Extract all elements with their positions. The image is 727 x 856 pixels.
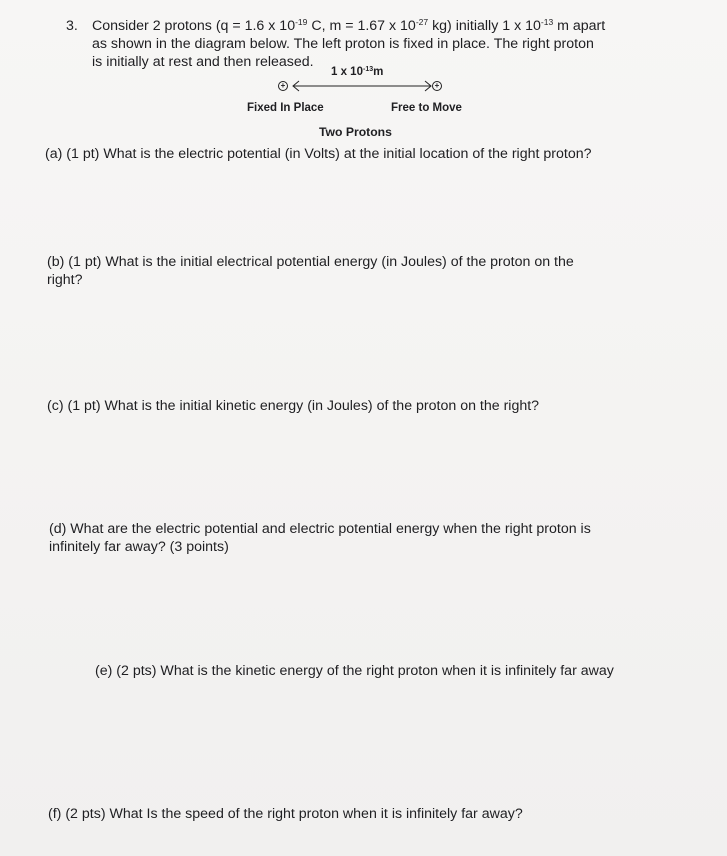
- distance-unit: m: [373, 66, 384, 78]
- problem-intro-line3: is initially at rest and then released.: [92, 54, 314, 70]
- right-proton-label: Free to Move: [391, 102, 462, 114]
- distance-exponent: -13: [540, 17, 554, 27]
- question-d-line1: (d) What are the electric potential and electric potential energy when the right proton is: [49, 521, 591, 537]
- question-d-line2: infinitely far away? (3 points): [49, 539, 229, 555]
- right-proton-icon: +: [432, 81, 442, 91]
- intro-part-c: kg) initially 1 x 10: [428, 18, 541, 34]
- question-c: (c) (1 pt) What is the initial kinetic energy (in Joules) of the proton on the right?: [47, 398, 540, 414]
- question-f: (f) (2 pts) What Is the speed of the right proton when it is infinitely far away?: [48, 806, 523, 822]
- intro-part-d: m apart: [553, 18, 606, 34]
- question-e: (e) (2 pts) What is the kinetic energy of the right proton when it is infinitely far away: [95, 663, 614, 679]
- intro-part-b: C, m = 1.67 x 10: [307, 18, 416, 34]
- intro-part-a: Consider 2 protons (q = 1.6 x 10: [92, 18, 296, 34]
- problem-intro-line1: [92, 18, 605, 35]
- question-b-line2: right?: [47, 272, 83, 288]
- distance-arrow: [289, 80, 439, 92]
- left-proton-icon: +: [278, 81, 288, 91]
- distance-label: [331, 64, 383, 81]
- question-b-line1: (b) (1 pt) What is the initial electrical potential energy (in Joules) of the proton on the: [47, 254, 574, 270]
- question-a: (a) (1 pt) What is the electric potential (in Volts) at the initial location of the right proton?: [45, 146, 592, 162]
- left-proton-label: Fixed In Place: [247, 102, 324, 114]
- distance-label-exponent: -13: [362, 66, 374, 73]
- mass-exponent: -27: [415, 17, 429, 27]
- charge-exponent: -19: [295, 17, 308, 27]
- distance-base: 1 x 10: [331, 66, 363, 78]
- diagram-caption: Two Protons: [319, 125, 392, 139]
- problem-intro-line2: as shown in the diagram below. The left proton is fixed in place. The right proton: [92, 36, 594, 52]
- problem-number: 3.: [66, 18, 78, 34]
